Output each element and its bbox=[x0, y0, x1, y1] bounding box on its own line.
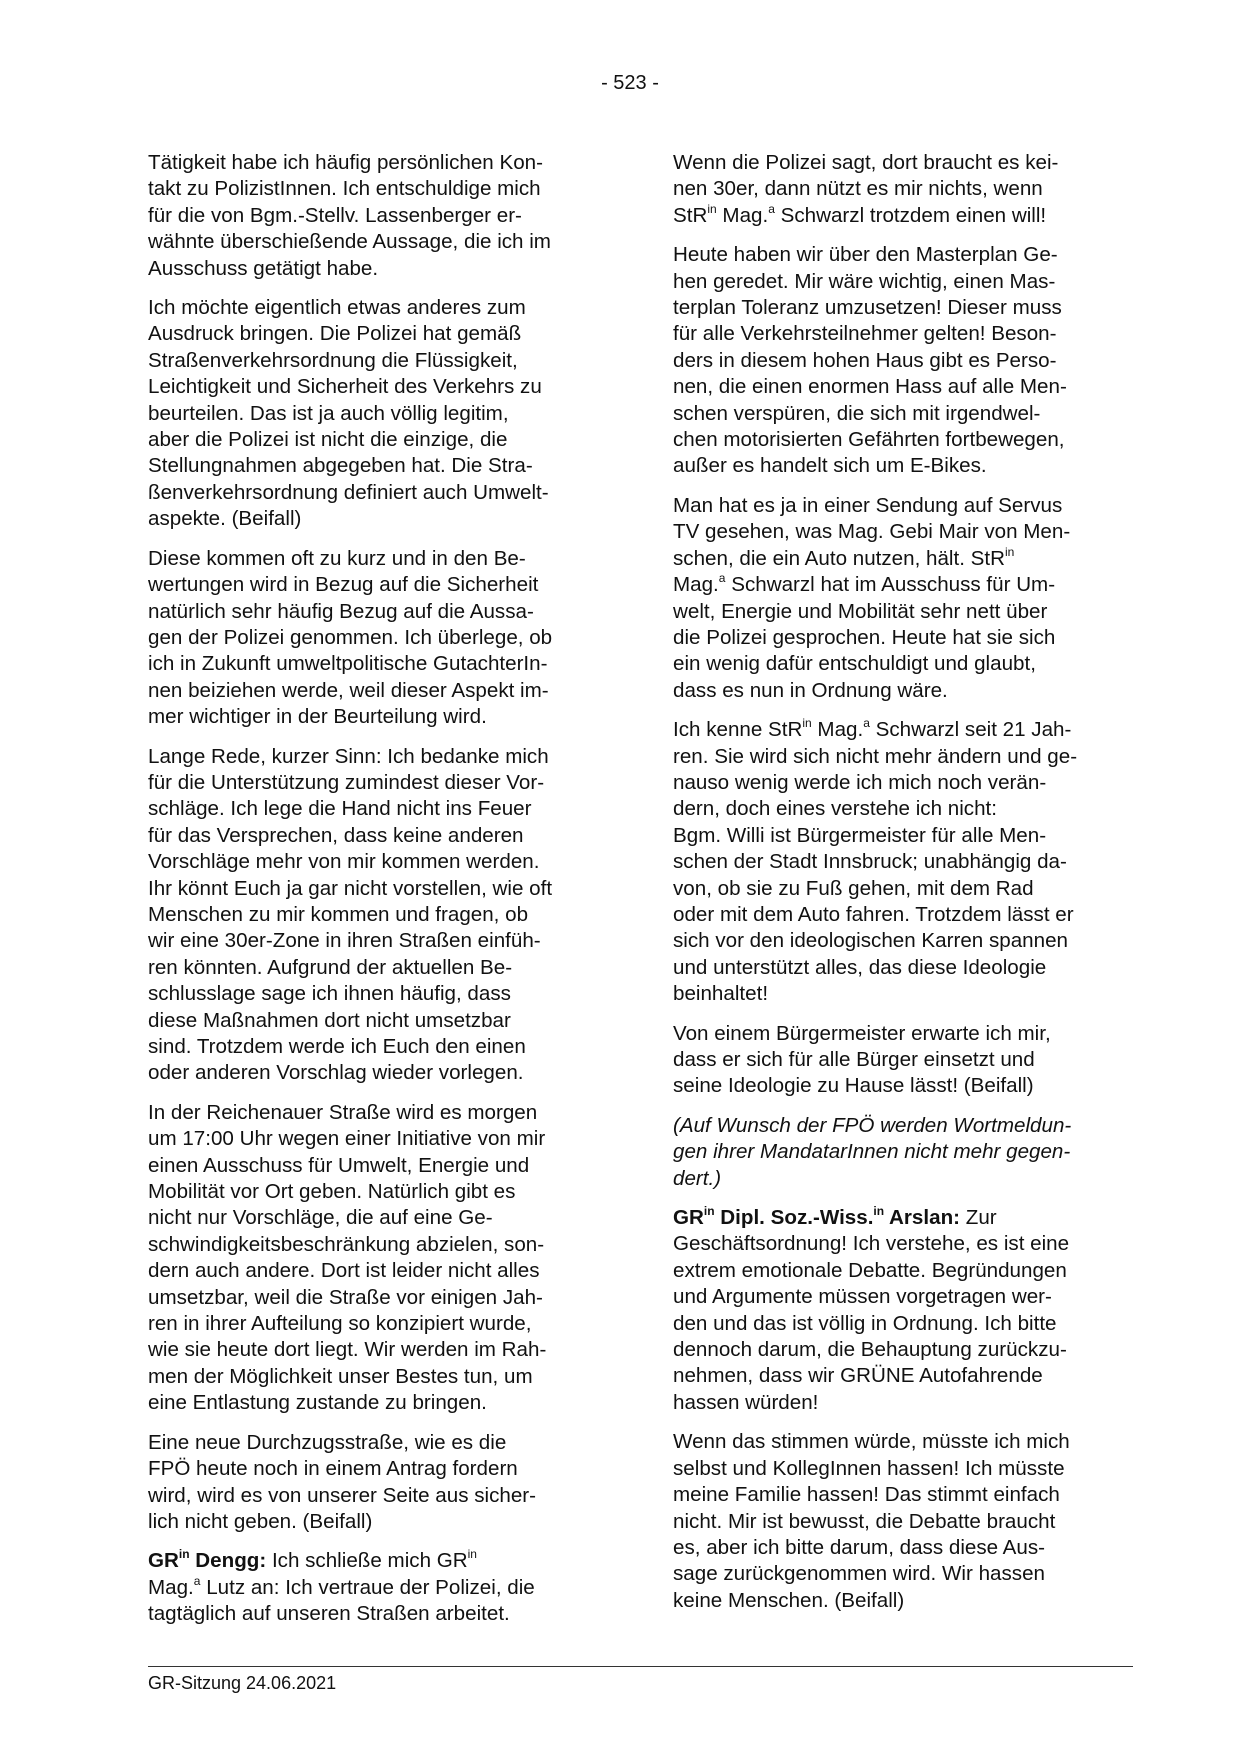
right-column bbox=[673, 150, 1133, 1627]
text-line: Stellungnahmen abgegeben hat. Die Stra- bbox=[148, 454, 533, 478]
text-line: für alle Verkehrsteilnehmer gelten! Beson- bbox=[673, 322, 1057, 346]
text-line: Diese kommen oft zu kurz und in den Be- bbox=[148, 546, 526, 570]
text-line: wir eine 30er-Zone in ihren Straßen einfüh- bbox=[148, 929, 541, 953]
text-line: beurteilen. Das ist ja auch völlig legitim, bbox=[148, 401, 509, 425]
text-line: Wenn das stimmen würde, müsste ich mich bbox=[673, 1430, 1070, 1454]
text-line: In der Reichenauer Straße wird es morgen bbox=[148, 1100, 538, 1124]
text-line: takt zu PolizistInnen. Ich entschuldige mich bbox=[148, 177, 541, 201]
text-line: Geschäftsordnung! Ich verstehe, es ist eine bbox=[673, 1232, 1070, 1256]
paragraph: Man hat es ja in einer Sendung auf Servus TV gesehen, was Mag. Gebi Mair von Men- schen, die ein Auto nutzen, hält. StR$^{in}$ Mag.$^a$ Schwarzl hat im Ausschuss für Um- welt, Energie und Mobilität sehr nett über die Polizei gesprochen. Heute hat sie sich ein wenig dafür entschuldigt und glaubt, dass es nun in Ordnung wäre. bbox=[673, 493, 1071, 702]
text-line: mer wichtiger in der Beurteilung wird. bbox=[148, 705, 487, 729]
text-line: Tätigkeit habe ich häufig persönlichen Kon- bbox=[148, 151, 543, 174]
text-line: Vorschläge mehr von mir kommen werden. bbox=[148, 850, 540, 874]
text-line: wird, wird es von unserer Seite aus sicher- bbox=[148, 1483, 537, 1507]
text-line: den und das ist völlig in Ordnung. Ich bitte bbox=[673, 1311, 1057, 1335]
text-line: Lange Rede, kurzer Sinn: Ich bedanke mich bbox=[148, 744, 549, 768]
text-line: ren könnten. Aufgrund der aktuellen Be- bbox=[148, 955, 513, 979]
text-line: für das Versprechen, dass keine anderen bbox=[148, 823, 524, 847]
speech-arslan: $GR^{in}$ Dipl. Soz.-Wiss.$^{in}$ Arslan: Zur Geschäftsordnung! Ich verstehe, es ist eine extrem emotionale Debatte. Begründungen und Argumente müssen vorgetragen wer- den und das ist völlig in Ordnung. Ich bitte dennoch darum, die Behauptung zurückzu- nehmen, dass wir GRÜNE Autofahrende hassen würden! bbox=[673, 1205, 1133, 1416]
text-line: nen beiziehen werde, weil dieser Aspekt im- bbox=[148, 678, 549, 702]
speech-dengg-line-3: tagtäglich auf unseren Straßen arbeitet. bbox=[148, 1602, 510, 1626]
speech-dengg-line-2: Mag.$^a$ Lutz an: Ich vertraue der Polizei, die bbox=[148, 1573, 535, 1599]
text-line: wähnte überschießende Aussage, die ich im bbox=[148, 230, 551, 254]
text-line: natürlich sehr häufig Bezug auf die Aussa- bbox=[148, 599, 534, 623]
text-line: Ihr könnt Euch ja gar nicht vorstellen, wie oft bbox=[148, 876, 553, 900]
text-line: extrem emotionale Debatte. Begründungen bbox=[673, 1258, 1067, 1282]
text-line: seine Ideologie zu Hause lässt! (Beifall) bbox=[673, 1074, 1034, 1098]
text-line: und unterstützt alles, das diese Ideologie bbox=[673, 955, 1047, 979]
text-line: nicht. Mir ist bewusst, die Debatte braucht bbox=[673, 1509, 1056, 1533]
paragraph bbox=[148, 546, 608, 731]
paragraph bbox=[148, 1100, 608, 1417]
text-line: für die von Bgm.-Stellv. Lassenberger er- bbox=[148, 203, 522, 227]
text-line: und Argumente müssen vorgetragen wer- bbox=[673, 1285, 1052, 1309]
text-line: sich vor den ideologischen Karren spannen bbox=[673, 929, 1068, 953]
paragraph: Ich kenne StR$^{in}$ Mag.$^a$ Schwarzl seit 21 Jah- ren. Sie wird sich nicht mehr ändern und ge- nauso wenig werde ich mich noch verän- dern, doch eines verstehe ich nicht: Bgm. Willi ist Bürgermeister für alle Men- schen der Stadt Innsbruck; unabhängig da- von, ob sie zu Fuß gehen, mit dem Rad oder mit dem Auto fahren. Trotzdem lässt er sich vor den ideologischen Karren spannen und unterstützt alles, das diese Ideologie beinhaltet! bbox=[673, 717, 1133, 1007]
text-line: dert.) bbox=[673, 1166, 722, 1190]
speech-dengg bbox=[148, 1548, 608, 1627]
text-line: ich in Zukunft umweltpolitische GutachterIn- bbox=[148, 652, 548, 676]
text-line: Ausdruck bringen. Die Polizei hat gemäß bbox=[148, 322, 522, 346]
speaker-label: $GR^{in}$ Dengg: bbox=[148, 1547, 267, 1573]
text-line: dern, doch eines verstehe ich nicht: bbox=[673, 797, 997, 821]
text-line: Bgm. Willi ist Bürgermeister für alle Men- bbox=[673, 823, 1047, 847]
text-line: men der Möglichkeit unser Bestes tun, um bbox=[148, 1364, 533, 1388]
paragraph-lines bbox=[673, 744, 1133, 1008]
paragraph: Wenn die Polizei sagt, dort braucht es kei- nen 30er, dann nützt es mir nichts, wenn StR$^{in}$ Mag.$^a$ Schwarzl trotzdem einen will! bbox=[673, 151, 1059, 227]
text-line: wertungen wird in Bezug auf die Sicherheit bbox=[148, 573, 539, 597]
text-line: Ich möchte eigentlich etwas anderes zum bbox=[148, 296, 526, 320]
text-line: aspekte. (Beifall) bbox=[148, 507, 302, 531]
text-line: dern auch andere. Dort ist leider nicht alles bbox=[148, 1259, 540, 1283]
text-line: von, ob sie zu Fuß gehen, mit dem Rad bbox=[673, 876, 1034, 900]
text-line: Mobilität vor Ort geben. Natürlich gibt es bbox=[148, 1180, 516, 1204]
footer-rule bbox=[148, 1666, 1133, 1667]
text-line: wie sie heute dort liegt. Wir werden im Rah- bbox=[148, 1338, 547, 1362]
text-line: ren in ihrer Aufteilung so konzipiert wurde, bbox=[148, 1312, 532, 1336]
text-line: dass er sich für alle Bürger einsetzt und bbox=[673, 1048, 1035, 1071]
paragraph bbox=[673, 242, 1133, 480]
text-line: ßenverkehrsordnung definiert auch Umwelt- bbox=[148, 480, 549, 504]
text-line: für die Unterstützung zumindest dieser Vor- bbox=[148, 770, 545, 794]
text-line: Straßenverkehrsordnung die Flüssigkeit, bbox=[148, 348, 518, 372]
text-line: eine Entlastung zustande zu bringen. bbox=[148, 1391, 487, 1415]
text-line: Eine neue Durchzugsstraße, wie es die bbox=[148, 1430, 507, 1454]
text-line: schwindigkeitsbeschränkung abzielen, son- bbox=[148, 1232, 545, 1256]
text-line: nen, die einen enormen Hass auf alle Men- bbox=[673, 375, 1067, 399]
text-line: um 17:00 Uhr wegen einer Initiative von mir bbox=[148, 1127, 546, 1151]
text-line: schläge. Ich lege die Hand nicht ins Feuer bbox=[148, 797, 532, 821]
footer-session-date: GR-Sitzung 24.06.2021 bbox=[148, 1673, 337, 1693]
text-line: oder anderen Vorschlag wieder vorlegen. bbox=[148, 1061, 524, 1085]
speech-dengg-line-1: $GR^{in}$ Dengg: Ich schließe mich $GR^{in}$ bbox=[148, 1547, 477, 1573]
text-line: nehmen, dass wir GRÜNE Autofahrende bbox=[673, 1364, 1043, 1388]
text-line: hen geredet. Mir wäre wichtig, einen Mas- bbox=[673, 269, 1056, 293]
paragraph bbox=[148, 295, 608, 533]
text-line: Leichtigkeit und Sicherheit des Verkehrs zu bbox=[148, 375, 542, 399]
text-line: meine Familie hassen! Das stimmt einfach bbox=[673, 1483, 1060, 1507]
text-line: Heute haben wir über den Masterplan Ge- bbox=[673, 243, 1058, 267]
text-line: sage zurückgenommen wird. Wir hassen bbox=[673, 1562, 1045, 1586]
italic-note bbox=[673, 1113, 1133, 1192]
text-line: (Auf Wunsch der FPÖ werden Wortmeldun- bbox=[673, 1113, 1072, 1137]
text-line: außer es handelt sich um E-Bikes. bbox=[673, 454, 987, 478]
text-line: diese Maßnahmen dort nicht umsetzbar bbox=[148, 1008, 511, 1032]
text-line: dennoch darum, die Behauptung zurückzu- bbox=[673, 1338, 1067, 1362]
text-line: schen der Stadt Innsbruck; unabhängig da- bbox=[673, 850, 1067, 874]
text-line: terplan Toleranz umzusetzen! Dieser muss bbox=[673, 296, 1062, 320]
text-line: ren. Sie wird sich nicht mehr ändern und ge- bbox=[673, 744, 1078, 768]
text-line: nauso wenig werde ich mich noch verän- bbox=[673, 770, 1047, 794]
paragraph bbox=[673, 1429, 1133, 1614]
text-line: chen motorisierten Gefährten fortbewegen, bbox=[673, 428, 1065, 452]
paragraph bbox=[148, 744, 608, 1087]
text-line: gen ihrer MandatarInnen nicht mehr gegen- bbox=[673, 1140, 1071, 1164]
page-number: - 523 - bbox=[601, 72, 659, 94]
text-line: beinhaltet! bbox=[673, 982, 769, 1006]
text-line: ders in diesem hohen Haus gibt es Perso- bbox=[673, 348, 1057, 372]
text-line: hassen würden! bbox=[673, 1390, 819, 1414]
text-line: aber die Polizei ist nicht die einzige, die bbox=[148, 428, 508, 452]
paragraph bbox=[673, 1021, 1133, 1100]
text-line: einen Ausschuss für Umwelt, Energie und bbox=[148, 1153, 530, 1177]
text-line: Menschen zu mir kommen und fragen, ob bbox=[148, 902, 529, 926]
text-line: keine Menschen. (Beifall) bbox=[673, 1588, 905, 1612]
text-line: Von einem Bürgermeister erwarte ich mir, bbox=[673, 1021, 1051, 1045]
left-column bbox=[148, 150, 608, 1641]
text-line: schen verspüren, die sich mit irgendwel- bbox=[673, 401, 1041, 425]
paragraph bbox=[148, 1430, 608, 1536]
text-line: sind. Trotzdem werde ich Euch den einen bbox=[148, 1035, 526, 1058]
paragraph-lines bbox=[673, 1231, 1133, 1416]
text-line: es, aber ich bitte darum, dass diese Aus- bbox=[673, 1535, 1046, 1559]
paragraph bbox=[148, 150, 608, 282]
speaker-label: $GR^{in}$ Dipl. Soz.-Wiss.$^{in}$ Arslan: bbox=[673, 1204, 961, 1230]
text-line: schlusslage sage ich ihnen häufig, dass bbox=[148, 982, 511, 1006]
text-line: umsetzbar, weil die Straße vor einigen Jah- bbox=[148, 1285, 543, 1309]
text-line: FPÖ heute noch in einem Antrag fordern bbox=[148, 1457, 518, 1481]
text-line: nicht nur Vorschläge, die auf eine Ge- bbox=[148, 1206, 493, 1230]
text-line: Ausschuss getätigt habe. bbox=[148, 256, 379, 280]
text-line: gen der Polizei genommen. Ich überlege, ob bbox=[148, 625, 553, 649]
left-paragraphs bbox=[148, 150, 608, 1535]
text-line: lich nicht geben. (Beifall) bbox=[148, 1509, 373, 1533]
text-line: selbst und KollegInnen hassen! Ich müsste bbox=[673, 1456, 1065, 1480]
text-line: oder mit dem Auto fahren. Trotzdem lässt er bbox=[673, 902, 1074, 926]
